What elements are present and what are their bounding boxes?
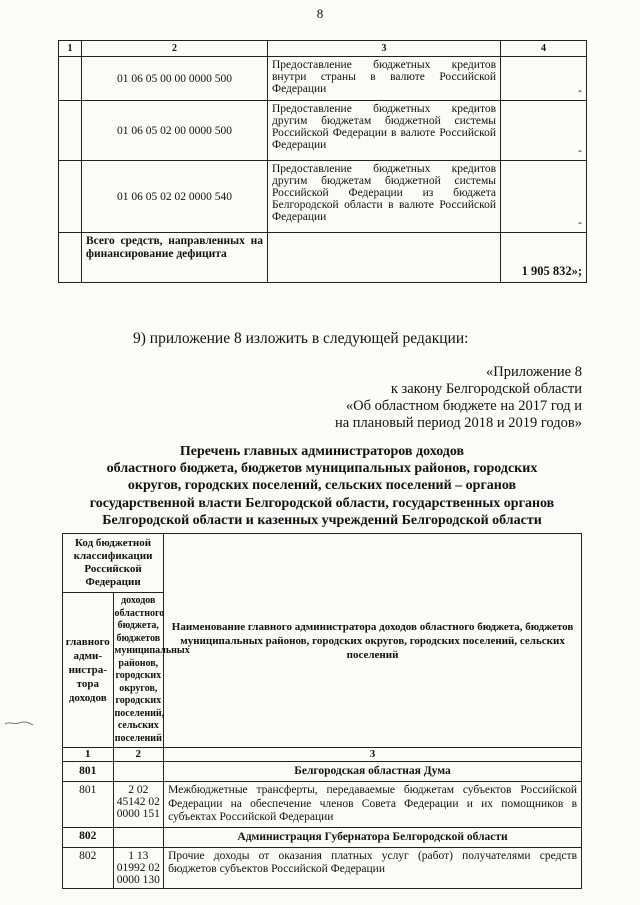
appendix-line: «Об областном бюджете на 2017 год и — [345, 398, 582, 414]
table-header-row — [59, 41, 587, 57]
total-amount: 1 905 832»; — [501, 233, 587, 283]
amount-cell: - — [501, 161, 587, 233]
administrator-code: 802 — [63, 827, 114, 847]
column-numbers-row — [63, 748, 582, 762]
column-number: 1 — [59, 41, 82, 57]
column-number: 2 — [82, 41, 268, 57]
row-number-cell — [59, 101, 82, 161]
column-number: 2 — [113, 748, 164, 762]
row-number-cell — [59, 57, 82, 101]
main-administrator-header: главного адми- нистра- тора доходов — [63, 593, 114, 748]
classification-code: 01 06 05 00 00 0000 500 — [82, 57, 268, 101]
amendment-paragraph: 9) приложение 8 изложить в следующей редакции: — [133, 330, 469, 347]
revenue-code — [113, 827, 164, 847]
column-number: 1 — [63, 748, 114, 762]
title-line: округов, городских поселений, сельских поселений – органов — [127, 478, 517, 494]
document-title — [62, 443, 582, 529]
table-row — [59, 161, 587, 233]
revenue-code — [113, 762, 164, 782]
title-line: Белгородской области и казенных учреждений Белгородской области — [102, 512, 542, 528]
page-number: 8 — [316, 6, 324, 21]
table-header-row — [63, 534, 582, 593]
administrator-code: 802 — [63, 847, 114, 888]
column-number: 3 — [164, 748, 582, 762]
budget-classification-header: Код бюджетной классификации Российской Федерации — [63, 534, 164, 593]
appendix-heading — [335, 364, 582, 432]
empty-cell — [268, 233, 501, 283]
revenue-code-header: доходов областного бюджета, бюджетов муниципальных районов, городских округов, городских поселений, сельских поселений — [113, 593, 164, 748]
title-line: государственной власти Белгородской области, государственных органов — [89, 495, 555, 511]
administrator-code: 801 — [63, 762, 114, 782]
pen-mark-icon — [4, 716, 34, 730]
appendix-line: к закону Белгородской области — [390, 381, 582, 397]
table-row — [59, 57, 587, 101]
appendix-line: «Приложение 8 — [486, 364, 582, 380]
administrator-code: 801 — [63, 782, 114, 828]
administrator-name: Администрация Губернатора Белгородской области — [164, 827, 582, 847]
revenue-code: 1 13 01992 02 0000 130 — [113, 847, 164, 888]
classification-code: 01 06 05 02 02 0000 540 — [82, 161, 268, 233]
section-row — [63, 827, 582, 847]
section-row — [63, 762, 582, 782]
classification-code: 01 06 05 02 00 0000 500 — [82, 101, 268, 161]
row-number-cell — [59, 161, 82, 233]
administrator-name: Белгородская областная Дума — [164, 762, 582, 782]
column-number: 4 — [501, 41, 587, 57]
source-description: Предоставление бюджетных кредитов внутри страны в валюте Российской Федерации — [268, 57, 501, 101]
revenue-description: Межбюджетные трансферты, передаваемые бюджетам субъектов Российской Федерации на обеспечение членов Совета Федерации и их помощников в субъектах Российской Федерации — [164, 782, 582, 828]
row-number-cell — [59, 233, 82, 283]
revenue-description: Прочие доходы от оказания платных услуг (работ) получателями средств бюджетов субъектов Российской Федерации — [164, 847, 582, 888]
source-description: Предоставление бюджетных кредитов другим бюджетам бюджетной системы Российской Федерации в валюте Российской Федерации — [268, 101, 501, 161]
revenue-code: 2 02 45142 02 0000 151 — [113, 782, 164, 828]
total-label: Всего средств, направленных на финансирование дефицита — [82, 233, 268, 283]
source-description: Предоставление бюджетных кредитов другим бюджетам бюджетной системы Российской Федерации из бюджета Белгородской области в валюте Российской Федерации — [268, 161, 501, 233]
administrator-name-header: Наименование главного администратора доходов областного бюджета, бюджетов муниципальных районов, городских округов, городских поселений, сельских поселений — [164, 534, 582, 748]
amount-cell: - — [501, 57, 587, 101]
column-number: 3 — [268, 41, 501, 57]
amount-cell: - — [501, 101, 587, 161]
table-row — [63, 782, 582, 828]
title-line: Перечень главных администраторов доходов — [179, 444, 465, 459]
financing-sources-table — [58, 40, 587, 283]
revenue-administrators-table — [62, 533, 582, 889]
appendix-line: на плановый период 2018 и 2019 годов» — [334, 415, 582, 431]
table-row — [63, 847, 582, 888]
table-row — [59, 101, 587, 161]
total-row — [59, 233, 587, 283]
title-line: областного бюджета, бюджетов муниципальных районов, городских — [106, 461, 538, 477]
